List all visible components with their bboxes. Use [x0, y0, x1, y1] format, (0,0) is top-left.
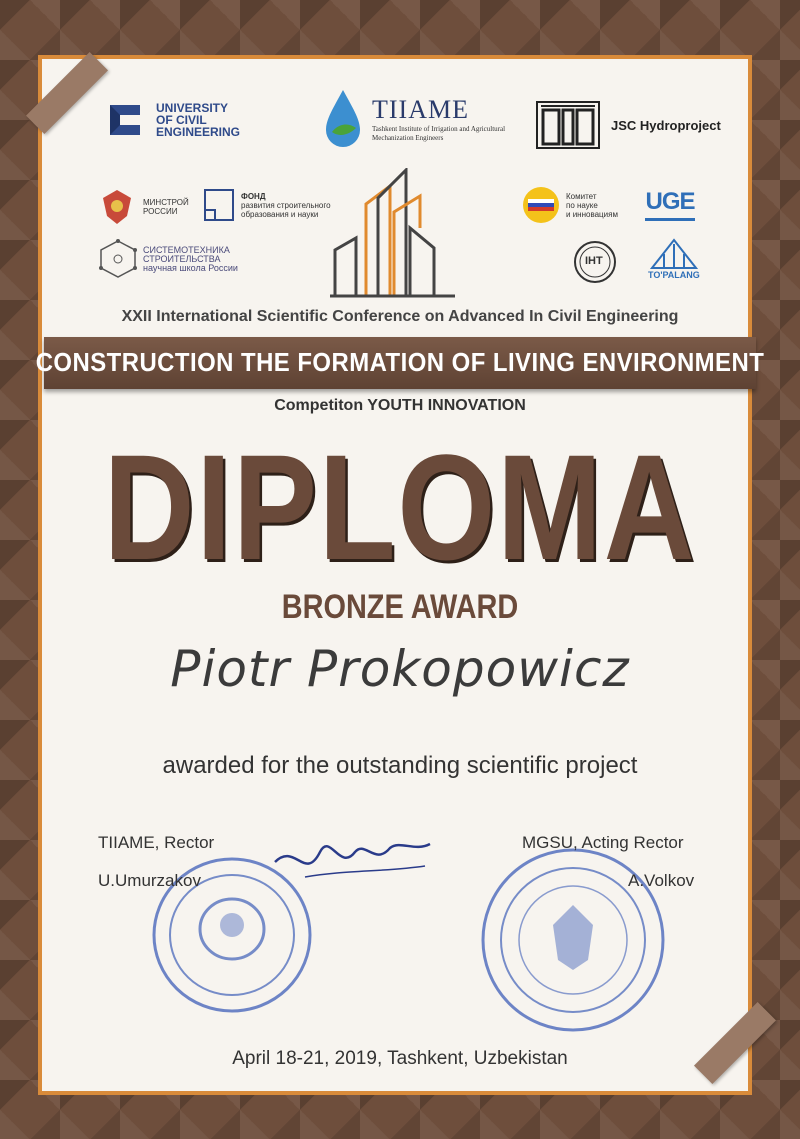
uge-logo: UGE	[645, 188, 695, 221]
diploma-heading: DIPLOMA	[103, 423, 697, 591]
dam-icon	[650, 238, 698, 270]
minstroy-text: МИНСТРОЙ РОССИИ	[143, 198, 189, 216]
uge-underline	[645, 218, 695, 221]
komitet-logo	[522, 185, 618, 225]
fond-text: ФОНД развития строительного образования и науки	[241, 191, 331, 219]
conference-title: XXII International Scientific Conference on Advanced In Civil Engineering	[121, 308, 679, 325]
sistemotehnika-text: СИСТЕМОТЕХНИКА СТРОИТЕЛЬСТВА научная школа России	[143, 244, 238, 273]
award-level: BRONZE AWARD	[281, 588, 519, 626]
water-drop-icon	[318, 88, 368, 150]
coat-of-arms-icon	[97, 186, 137, 228]
rector-signature-icon	[265, 822, 445, 892]
fond-square-icon	[203, 188, 235, 222]
banner-title: CONSTRUCTION THE FORMATION OF LIVING ENVIRONMENT	[35, 347, 765, 377]
uce-text: UNIVERSITY OF CIVIL ENGINEERING	[156, 101, 241, 139]
sistemotehnika-logo	[97, 238, 238, 280]
uce-c-icon	[100, 95, 150, 145]
skyscraper-graphic-icon	[330, 168, 460, 298]
komitet-flag-icon	[522, 185, 560, 225]
competition-title: Competiton YOUTH INNOVATION	[274, 397, 526, 414]
uce-logo	[100, 95, 240, 145]
left-signatory-title: TIIAME, Rector	[98, 833, 215, 852]
minstroy-logo	[97, 186, 189, 228]
awarded-text: awarded for the outstanding scientific project	[162, 752, 638, 779]
recipient-name: Piotr Prokopowicz	[170, 640, 630, 698]
right-signatory-title: MGSU, Acting Rector	[522, 833, 684, 852]
iht-logo: IHT	[573, 240, 617, 284]
komitet-text: Комитет по науке и инновациям	[566, 191, 618, 219]
topalang-logo: TO'PALANG	[648, 238, 700, 280]
network-cube-icon	[97, 238, 139, 280]
hydroproject-logo: JSC Hydroproject	[535, 100, 721, 150]
fond-logo	[203, 188, 331, 222]
tiiame-logo: TIIAME Tashkent Institute of Irrigation and Agricultural Mechanization Engineers	[318, 88, 522, 150]
right-signatory-name: A.Volkov	[628, 871, 695, 890]
event-date-location: April 18-21, 2019, Tashkent, Uzbekistan	[232, 1048, 568, 1069]
left-signatory-name: U.Umurzakov	[98, 871, 201, 890]
hydroproject-icon	[535, 100, 601, 150]
